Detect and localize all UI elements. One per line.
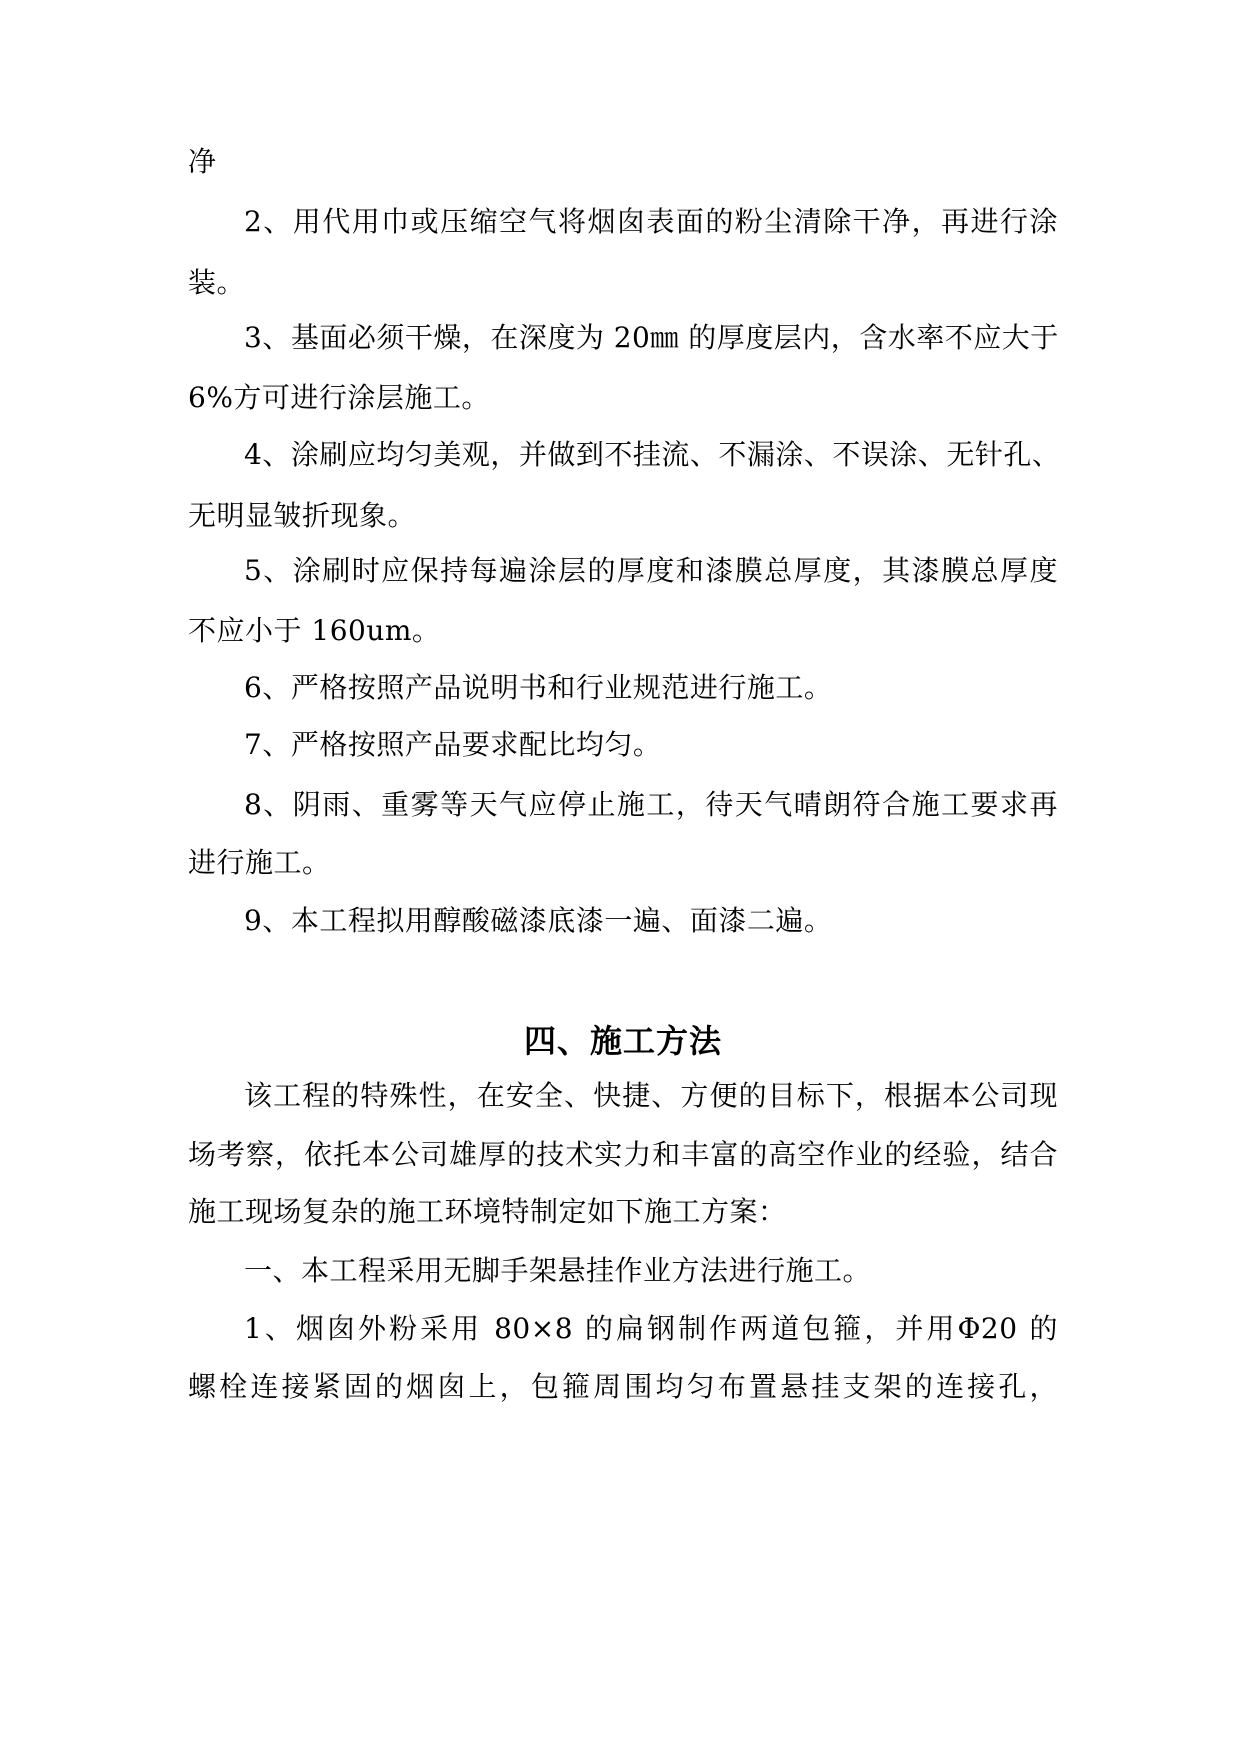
method-step-1-line-1: 1、烟囱外粉采用 80×8 的扁钢制作两道包箍，并用Φ20 的 <box>244 1312 1058 1345</box>
item-8-line-2: 进行施工。 <box>188 846 331 879</box>
method-one-line: 一、本工程采用无脚手架悬挂作业方法进行施工。 <box>244 1254 872 1287</box>
item-6-line: 6、严格按照产品说明书和行业规范进行施工。 <box>244 671 833 704</box>
item-3-line-1: 3、基面必须干燥，在深度为 20㎜ 的厚度层内，含水率不应大于 <box>244 321 1059 354</box>
item-4-line-1: 4、涂刷应均匀美观，并做到不挂流、不漏涂、不误涂、无针孔、 <box>244 438 1061 471</box>
method-step-1-line-2: 螺栓连接紧固的烟囱上，包箍周围均匀布置悬挂支架的连接孔， <box>188 1370 1058 1403</box>
intro-paragraph-line-3: 施工现场复杂的施工环境特制定如下施工方案： <box>188 1195 787 1228</box>
text-line-continuation: 净 <box>188 145 217 178</box>
item-3-line-2: 6%方可进行涂层施工。 <box>188 381 490 414</box>
item-9-line: 9、本工程拟用醇酸磁漆底漆一遍、面漆二遍。 <box>244 904 833 937</box>
section-heading: 四、施工方法 <box>523 1022 722 1060</box>
intro-paragraph-line-1: 该工程的特殊性，在安全、快捷、方便的目标下，根据本公司现 <box>244 1079 1058 1112</box>
item-2-line-2: 装。 <box>188 266 246 299</box>
item-5-line-1: 5、涂刷时应保持每遍涂层的厚度和漆膜总厚度，其漆膜总厚度 <box>244 554 1058 587</box>
intro-paragraph-line-2: 场考察，依托本公司雄厚的技术实力和丰富的高空作业的经验，结合 <box>188 1138 1058 1171</box>
item-8-line-1: 8、阴雨、重雾等天气应停止施工，待天气晴朗符合施工要求再 <box>244 788 1058 821</box>
item-7-line: 7、严格按照产品要求配比均匀。 <box>244 728 662 761</box>
item-2-line-1: 2、用代用巾或压缩空气将烟囱表面的粉尘清除干净，再进行涂 <box>244 205 1058 238</box>
item-4-line-2: 无明显皱折现象。 <box>188 499 417 532</box>
item-5-line-2: 不应小于 160um。 <box>188 614 441 647</box>
